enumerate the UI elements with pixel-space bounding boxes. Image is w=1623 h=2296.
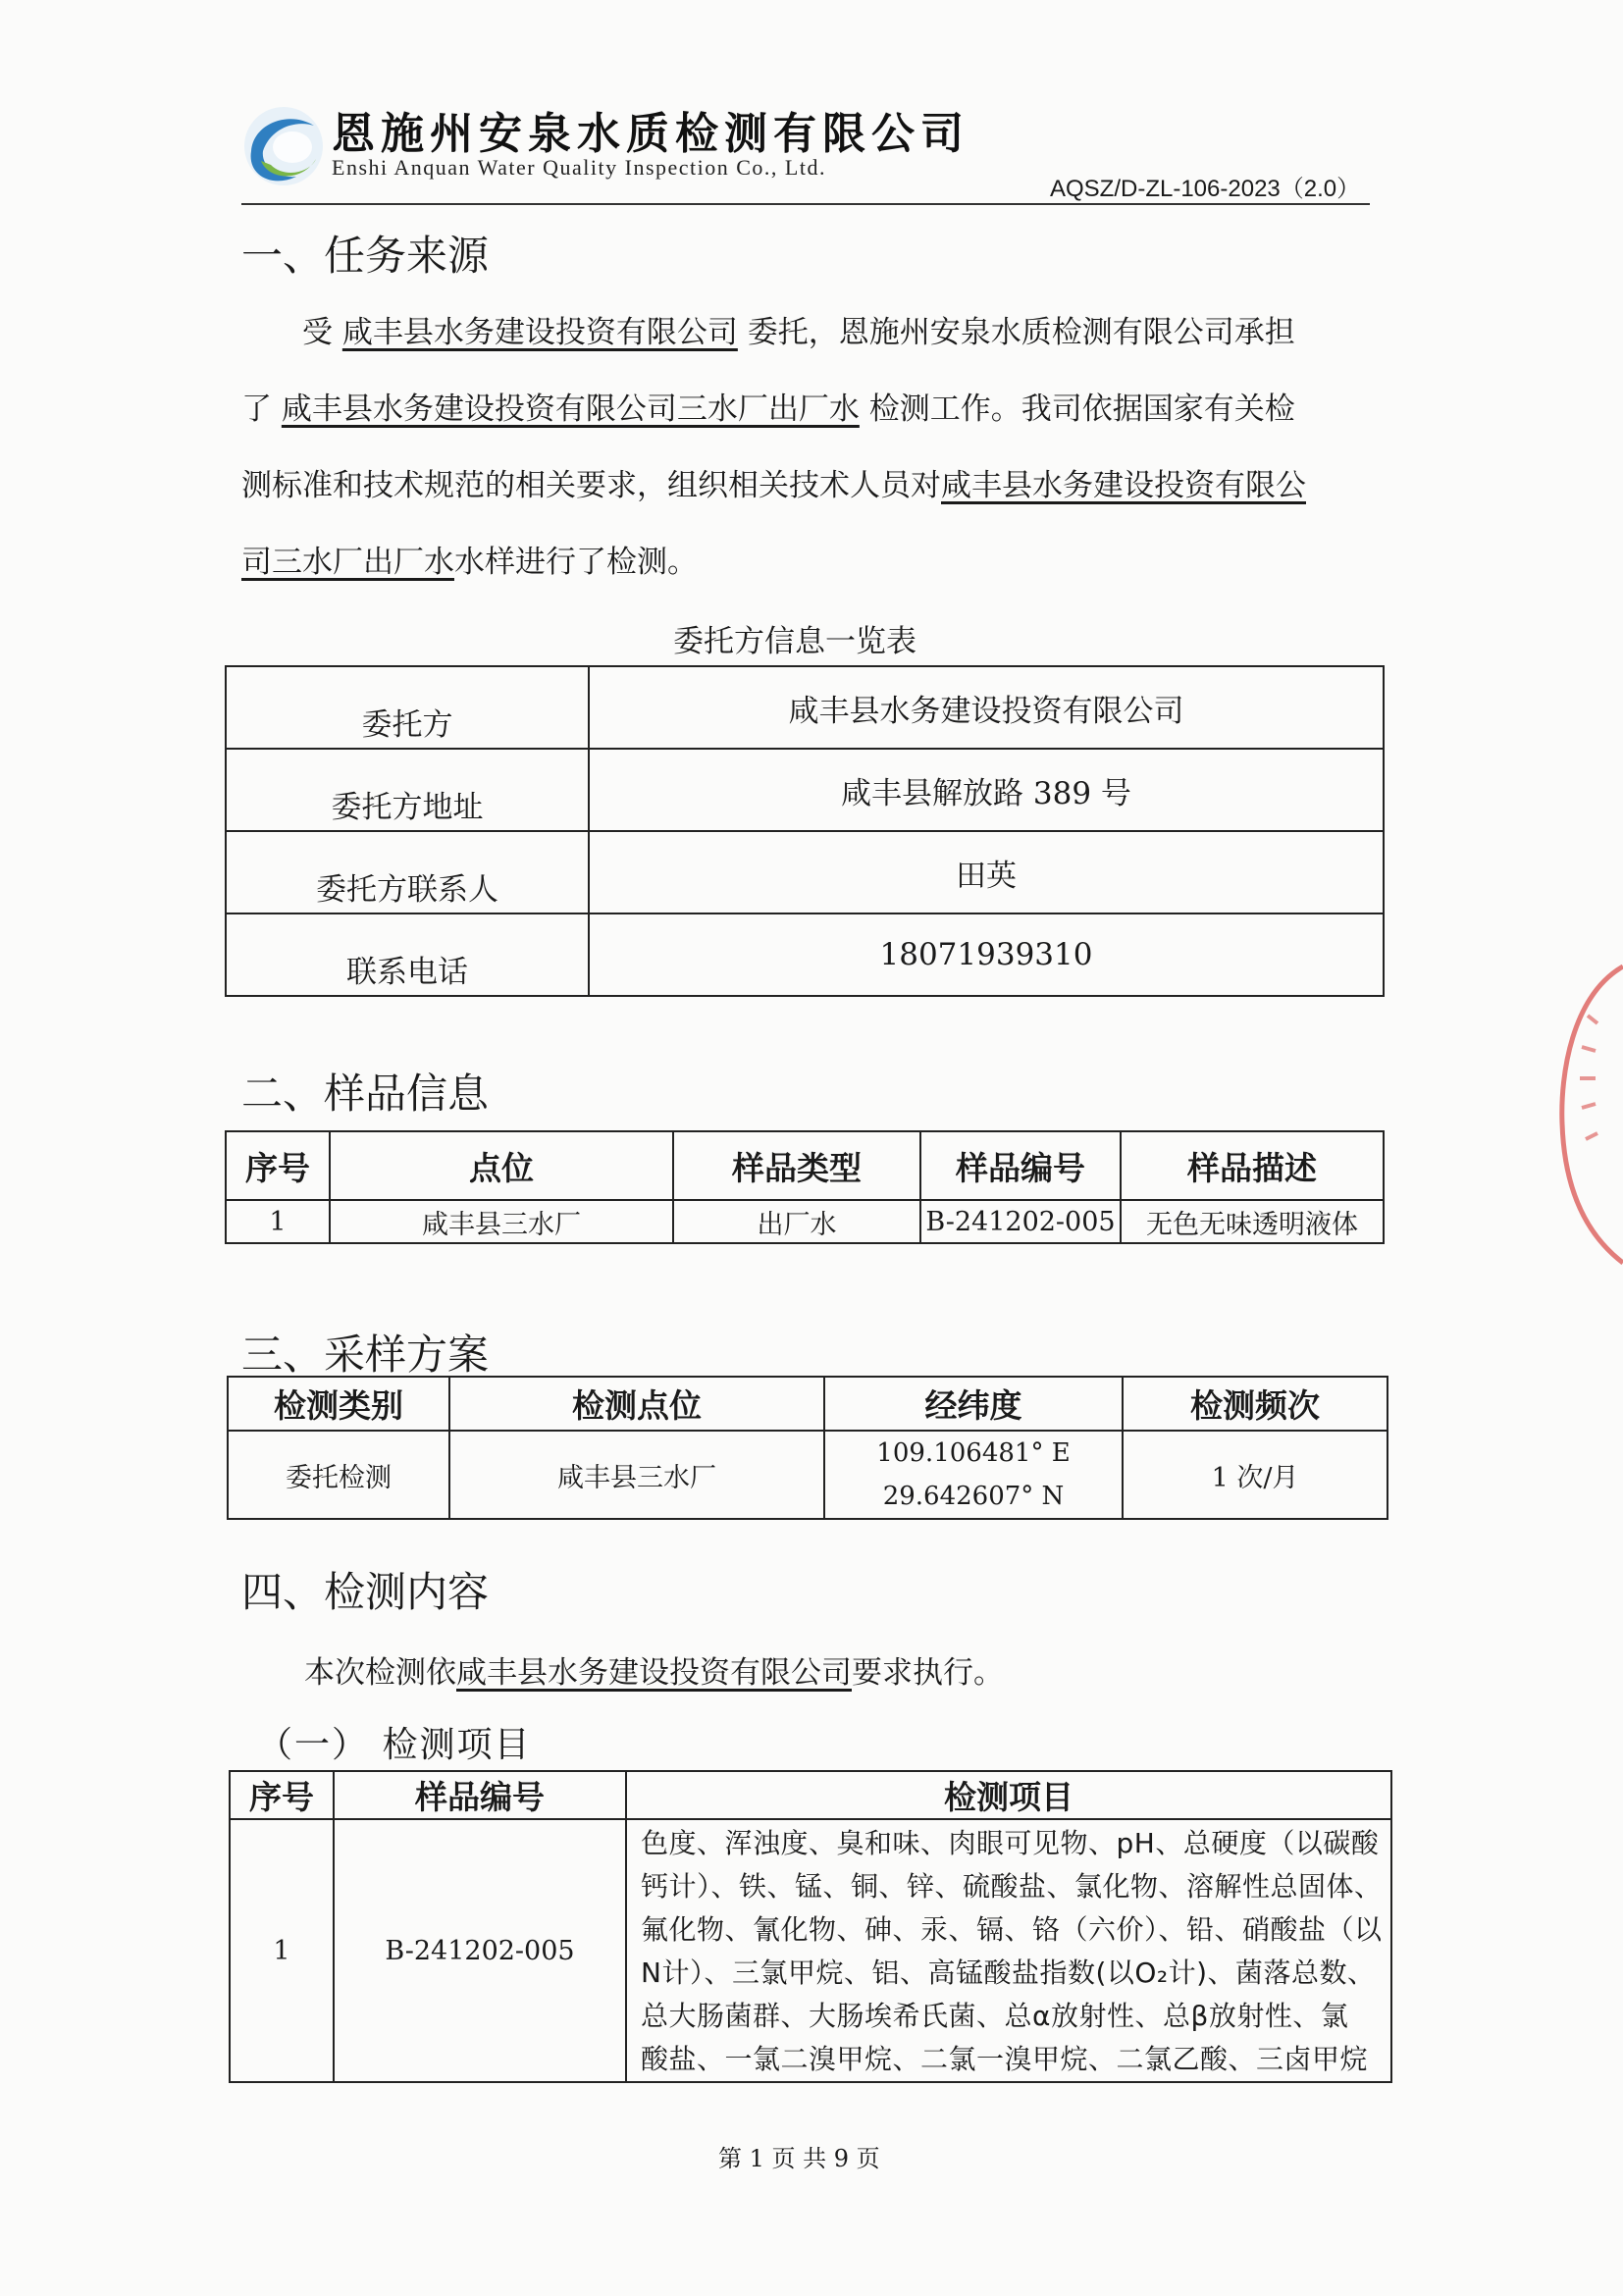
table-cell: 无色无味透明液体 [1121, 1200, 1384, 1243]
test-items-line: 钙计）、铁、锰、铜、锌、硫酸盐、氯化物、溶解性总固体、 [641, 1870, 1383, 1903]
project-name: 咸丰县水务建设投资有限公司三水厂出厂水 [281, 391, 860, 427]
table-header: 样品类型 [673, 1131, 920, 1200]
client-table-caption: 委托方信息一览表 [673, 624, 916, 659]
table-cell-label: 委托方 [226, 666, 589, 749]
table-row [226, 913, 1384, 996]
table-header: 点位 [330, 1131, 673, 1200]
test-items-line: N计）、三氯甲烷、铝、高锰酸盐指数(以O₂计)、菌落总数、 [641, 1957, 1376, 1989]
test-items-line: 总大肠菌群、大肠埃希氏菌、总α放射性、总β放射性、氯 [641, 2000, 1349, 2032]
table-row [226, 831, 1384, 913]
test-items-table [229, 1770, 1392, 2083]
table-row [228, 1431, 1387, 1519]
table-cell-value: 田英 [589, 831, 1384, 913]
task-source-paragraph [241, 294, 1370, 600]
table-cell: 咸丰县三水厂 [449, 1431, 824, 1519]
table-header: 检测频次 [1123, 1377, 1387, 1431]
table-cell-value: 咸丰县解放路 389 号 [589, 749, 1384, 831]
test-content-intro: 本次检测依咸丰县水务建设投资有限公司要求执行。 [304, 1655, 1004, 1691]
table-header: 检测点位 [449, 1377, 824, 1431]
sample-info-table [225, 1130, 1385, 1244]
table-header: 序号 [226, 1131, 330, 1200]
table-header-row [226, 1131, 1384, 1200]
test-items-line: 色度、浑浊度、臭和味、肉眼可见物、pH、总硬度（以碳酸 [641, 1827, 1380, 1859]
seal-stamp-icon [1552, 957, 1623, 1271]
table-row [226, 1200, 1384, 1243]
section-title-task-source: 一、任务来源 [241, 232, 490, 280]
latitude: 29.642607° N [882, 1482, 1065, 1511]
table-cell: B-241202-005 [920, 1200, 1121, 1243]
table-cell: 1 次/月 [1123, 1431, 1387, 1519]
table-header: 检测类别 [228, 1377, 449, 1431]
client-name: 咸丰县水务建设投资有限公司 [456, 1655, 852, 1691]
table-cell-label: 委托方联系人 [226, 831, 589, 913]
sampling-plan-table [227, 1376, 1388, 1520]
table-row [226, 749, 1384, 831]
table-header: 样品描述 [1121, 1131, 1384, 1200]
table-row [226, 666, 1384, 749]
table-cell-value: 咸丰县水务建设投资有限公司 [589, 666, 1384, 749]
table-header: 样品编号 [920, 1131, 1121, 1200]
longitude: 109.106481° E [876, 1438, 1071, 1468]
table-cell: 咸丰县三水厂 [330, 1200, 673, 1243]
test-items-cell [626, 1819, 1391, 2082]
table-cell-label: 委托方地址 [226, 749, 589, 831]
table-header: 经纬度 [824, 1377, 1123, 1431]
table-header-row [230, 1771, 1391, 1819]
table-cell: 1 [230, 1819, 334, 2082]
company-name-en: Enshi Anquan Water Quality Inspection Co., Ltd. [332, 155, 826, 180]
page-number: 第 1 页 共 9 页 [718, 2145, 880, 2172]
table-cell-value: 18071939310 [589, 913, 1384, 996]
table-cell: B-241202-005 [334, 1819, 626, 2082]
client-info-table [225, 665, 1385, 997]
subsection-title-test-items: （一） 检测项目 [257, 1725, 532, 1765]
paragraph-line: 司三水厂出厂水水样进行了检测。 [241, 545, 698, 580]
table-row [230, 1819, 1391, 2082]
company-name-cn: 恩施州安泉水质检测有限公司 [332, 109, 969, 159]
client-name: 咸丰县水务建设投资有限公司 [341, 315, 738, 350]
table-header: 序号 [230, 1771, 334, 1819]
table-cell-label: 联系电话 [226, 913, 589, 996]
table-header-row [228, 1377, 1387, 1431]
table-cell: 1 [226, 1200, 330, 1243]
paragraph-line: 了 咸丰县水务建设投资有限公司三水厂出厂水 检测工作。我司依据国家有关检 [241, 391, 1295, 427]
document-code: AQSZ/D-ZL-106-2023（2.0） [1050, 176, 1361, 202]
test-items-line: 酸盐、一氯二溴甲烷、二氯一溴甲烷、二氯乙酸、三卤甲烷 [641, 2043, 1369, 2075]
test-items-line: 氟化物、氰化物、砷、汞、镉、铬（六价）、铅、硝酸盐（以 [641, 1913, 1383, 1946]
section-title-sampling-plan: 三、采样方案 [241, 1331, 490, 1379]
header-divider [241, 203, 1370, 205]
coordinates-cell [824, 1431, 1123, 1519]
company-logo-icon [241, 104, 326, 188]
section-title-sample-info: 二、样品信息 [241, 1070, 490, 1118]
paragraph-line: 测标准和技术规范的相关要求，组织相关技术人员对咸丰县水务建设投资有限公 [241, 468, 1306, 503]
table-header: 检测项目 [626, 1771, 1391, 1819]
table-header: 样品编号 [334, 1771, 626, 1819]
section-title-test-content: 四、检测内容 [241, 1568, 490, 1616]
table-cell: 出厂水 [673, 1200, 920, 1243]
table-cell: 委托检测 [228, 1431, 449, 1519]
paragraph-line: 受 咸丰县水务建设投资有限公司 委托，恩施州安泉水质检测有限公司承担 [302, 315, 1295, 350]
